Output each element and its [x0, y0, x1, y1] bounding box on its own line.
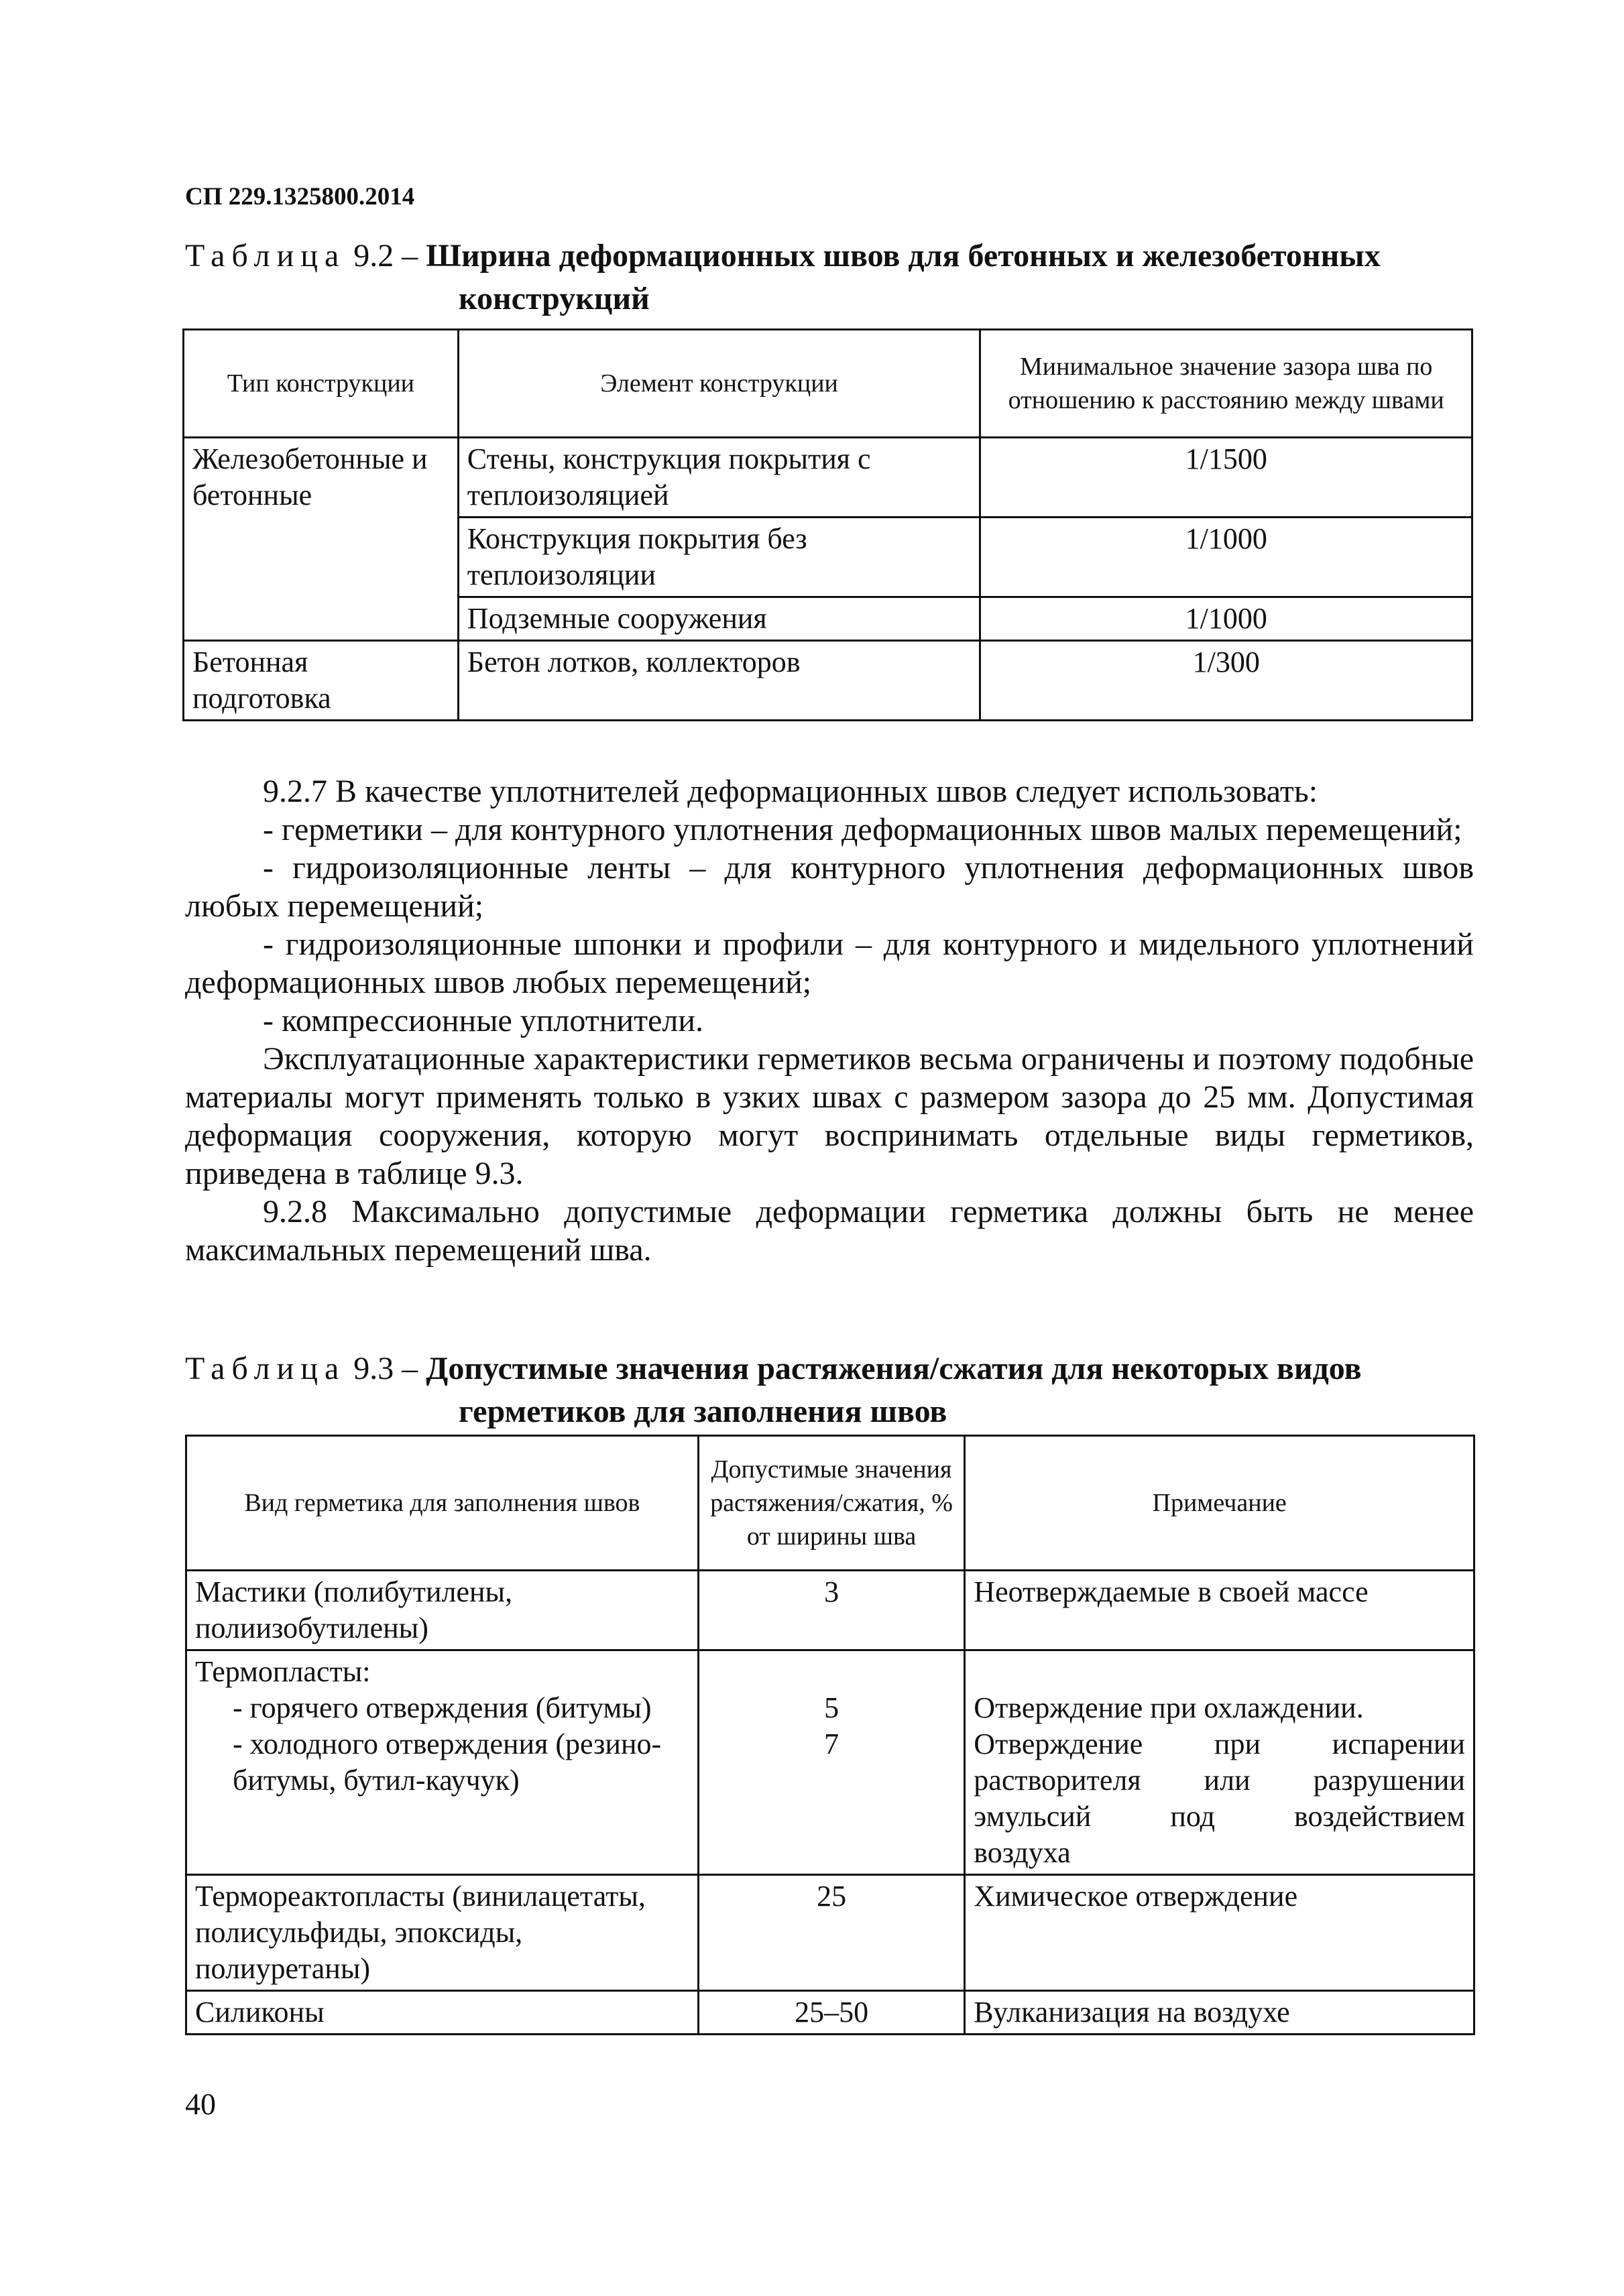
table-9-2-caption: Таблица 9.2 – Ширина деформационных швов для бетонных и железобетонных конструкций	[185, 235, 1499, 320]
note-line: Отверждение при испарении	[974, 1728, 1465, 1760]
table-title-line1: Ширина деформационных швов для бетонных и железобетонных	[426, 238, 1381, 274]
table-number: 9.2	[353, 238, 394, 274]
document-code: СП 229.1325800.2014	[185, 183, 415, 210]
value-cell: 25	[698, 1875, 964, 1991]
value-cell: 1/1500	[980, 438, 1472, 518]
table-row	[186, 1571, 1474, 1650]
value-cell	[698, 1650, 964, 1875]
header-cell: Вид герметика для заполнения швов	[186, 1436, 699, 1571]
value-cell: 25–50	[698, 1991, 964, 2035]
table-9-2	[182, 328, 1473, 721]
table-row	[186, 1991, 1474, 2035]
table-title-line2: герметиков для заполнения швов	[459, 1394, 947, 1429]
note-cell: Неотверждаемые в своей массе	[965, 1571, 1474, 1650]
sealant-cell: Термореактопласты (винилацетаты, полисульфиды, эпоксиды, полиуретаны)	[186, 1875, 699, 1991]
value-cell: 1/300	[980, 641, 1472, 721]
header-cell: Допустимые значения растяжения/сжатия, % от ширины шва	[698, 1436, 964, 1571]
header-cell: Примечание	[965, 1436, 1474, 1571]
note-cell	[965, 1650, 1474, 1875]
value-cell: 1/1000	[980, 518, 1472, 597]
table-label: Таблица	[185, 1351, 346, 1386]
table-9-3-caption: Таблица 9.3 – Допустимые значения растяжения/сжатия для некоторых видов герметиков для заполнения швов	[185, 1347, 1499, 1433]
table-label: Таблица	[185, 238, 346, 274]
value-hot: 5	[824, 1691, 839, 1724]
table-title-line1: Допустимые значения растяжения/сжатия для некоторых видов	[426, 1351, 1362, 1386]
paragraph-9-2-8: 9.2.8 Максимально допустимые деформации герметика должны быть не менее максимальных перемещений шва.	[185, 1194, 1474, 1268]
list-item: - гидроизоляционные ленты – для контурного уплотнения деформационных швов любых перемещений;	[185, 850, 1474, 924]
table-title-line2: конструкций	[459, 281, 650, 316]
value-cell: 3	[698, 1571, 964, 1650]
sealant-group-title: Термопласты:	[195, 1655, 371, 1688]
value-cold: 7	[824, 1728, 839, 1760]
element-cell: Стены, конструкция покрытия с теплоизоляцией	[458, 438, 980, 518]
list-item: - герметики – для контурного уплотнения деформационных швов малых перемещений;	[263, 812, 1462, 847]
value-cell: 1/1000	[980, 597, 1472, 641]
table-row	[186, 1650, 1474, 1875]
note-line: воздуха	[974, 1836, 1071, 1869]
type-cell: Железобетонные и бетонные	[184, 438, 459, 641]
element-cell: Конструкция покрытия без теплоизоляции	[458, 518, 980, 597]
paragraph: Эксплуатационные характеристики герметиков весьма ограничены и поэтому подобные материалы могут применять только в узких швах с размером зазора до 25 мм. Допустимая деформация сооружения, которую могут воспринимать отдельные виды герметиков, приведена в таблице 9.3.	[185, 1041, 1474, 1191]
header-cell: Элемент конструкции	[458, 330, 980, 438]
body-text	[185, 772, 1474, 1269]
sealant-cell: Мастики (полибутилены, полиизобутилены)	[186, 1571, 699, 1650]
table-row	[184, 438, 1472, 518]
sealant-subtype: - горячего отверждения (битумы)	[233, 1691, 652, 1724]
list-item: - гидроизоляционные шпонки и профили – для контурного и мидельного уплотнений деформационных швов любых перемещений;	[185, 926, 1474, 1000]
type-cell: Бетонная подготовка	[184, 641, 459, 721]
table-row	[186, 1875, 1474, 1991]
sealant-cell: Силиконы	[186, 1991, 699, 2035]
element-cell: Бетон лотков, коллекторов	[458, 641, 980, 721]
header-cell: Минимальное значение зазора шва по отношению к расстоянию между швами	[980, 330, 1472, 438]
note-cell: Химическое отверждение	[965, 1875, 1474, 1991]
note-line: растворителя или разрушении	[974, 1764, 1465, 1797]
paragraph-9-2-7: 9.2.7 В качестве уплотнителей деформационных швов следует использовать:	[263, 774, 1318, 809]
sealant-cell	[186, 1650, 699, 1875]
note-line: эмульсий под воздействием	[974, 1800, 1465, 1833]
header-cell: Тип конструкции	[184, 330, 459, 438]
table-header-row	[186, 1436, 1474, 1571]
table-row	[184, 641, 1472, 721]
sealant-subtype: - холодного отверждения (резино-битумы, бутил-каучук)	[233, 1728, 662, 1797]
note-line: Отверждение при охлаждении.	[974, 1691, 1364, 1724]
list-item: - компрессионные уплотнители.	[263, 1003, 704, 1038]
table-header-row	[184, 330, 1472, 438]
table-9-3	[185, 1435, 1475, 2035]
page-number: 40	[185, 2087, 216, 2121]
note-cell: Вулканизация на воздухе	[965, 1991, 1474, 2035]
element-cell: Подземные сооружения	[458, 597, 980, 641]
table-number: 9.3	[353, 1351, 394, 1386]
